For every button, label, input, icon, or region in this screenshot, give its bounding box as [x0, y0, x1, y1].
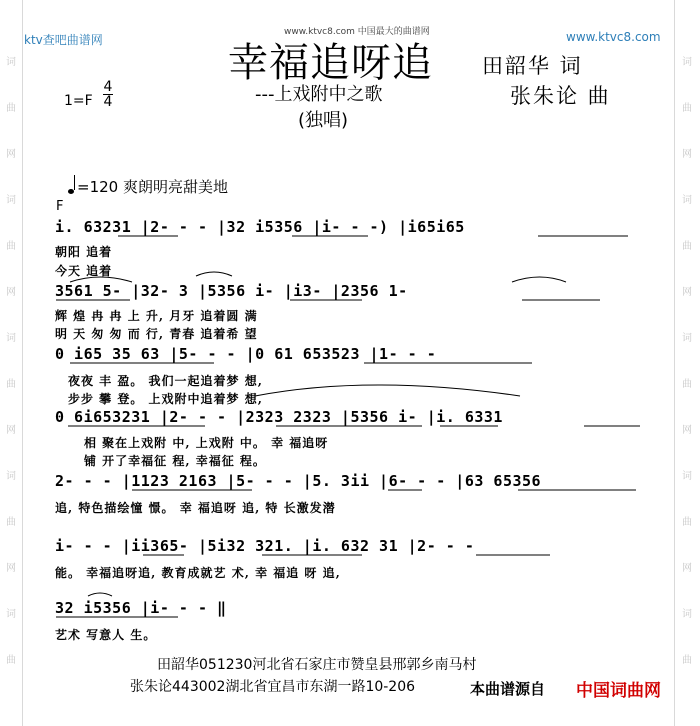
lyricist-credit: 田韶华 词 [482, 54, 583, 78]
side-watermark-char: 曲 [682, 655, 692, 666]
composer-credit: 张朱论 曲 [510, 84, 611, 108]
side-watermark-char: 曲 [682, 103, 692, 114]
side-watermark-char: 网 [682, 425, 692, 436]
score-line-4-lyric-2: 铺 开了幸福征 程, 幸福征 程。 [84, 454, 266, 468]
side-watermark-char: 网 [682, 563, 692, 574]
side-watermark-char: 网 [6, 563, 16, 574]
side-watermark-char: 曲 [682, 517, 692, 528]
side-watermark-char: 曲 [6, 517, 16, 528]
performance-type: (独唱) [298, 110, 349, 131]
score-line-2-notes: 3561 5- |32- 3 |5356 i- |i3- |2356 1- [55, 282, 408, 300]
score-line-7-lyric-1: 艺术 写意人 生。 [55, 628, 157, 642]
side-watermark-char: 词 [682, 195, 692, 206]
time-signature-bottom: 4 [103, 94, 113, 110]
side-watermark-char: 网 [6, 425, 16, 436]
side-watermark-char: 词 [682, 333, 692, 344]
score-line-3-lyric-2: 步步 攀 登。 上戏附中追着梦 想, [68, 392, 263, 406]
song-subtitle: ---上戏附中之歌 [255, 84, 383, 105]
side-watermark-char: 曲 [6, 655, 16, 666]
score-line-5-lyric-1: 追, 特色描绘憧 憬。 幸 福追呀 追, 特 长激发潜 [55, 501, 336, 515]
tempo-text: =120 爽朗明亮甜美地 [77, 178, 228, 196]
side-watermark-char: 曲 [6, 379, 16, 390]
side-watermark-char: 网 [682, 149, 692, 160]
score-line-6-notes: i- - - |ii365- |5i32 321. |i. 632 31 |2- - - [55, 537, 475, 555]
watermark-site-right: www.ktvc8.com [566, 30, 661, 44]
score-line-3-lyric-1: 夜夜 丰 盈。 我们一起追着梦 想, [68, 374, 263, 388]
source-label: 本曲谱源自 [470, 680, 546, 698]
side-watermark-char: 词 [6, 333, 16, 344]
side-watermark-char: 词 [682, 57, 692, 68]
time-signature-top: 4 [103, 79, 113, 95]
side-watermark-char: 词 [6, 609, 16, 620]
footer-lyricist-address: 田韶华051230河北省石家庄市赞皇县邢郭乡南马村 [157, 657, 477, 673]
watermark-site-top: www.ktvc8.com 中国最大的曲谱网 [284, 27, 430, 37]
footer-composer-address: 张朱论443002湖北省宜昌市东湖一路10-206 [130, 679, 416, 695]
side-watermark-char: 曲 [682, 379, 692, 390]
score-line-1-notes: i. 63231 |2- - - |32 i5356 |i- - -) |i65i65 [55, 218, 465, 236]
score-line-5-notes: 2- - - |1123 2163 |5- - - |5. 3ii |6- - - |63 65356 [55, 472, 542, 490]
key-signature: 1=F [64, 93, 93, 109]
score-line-6-lyric-1: 能。 幸福追呀追, 教育成就艺 术, 幸 福追 呀 追, [55, 566, 341, 580]
side-watermark-char: 词 [682, 471, 692, 482]
score-line-3-notes: 0 i65 35 63 |5- - - |0 61 653523 |1- - - [55, 345, 437, 363]
source-site-logo: 中国词曲网 [576, 681, 661, 701]
score-line-4-lyric-1: 相 聚在上戏附 中, 上戏附 中。 幸 福追呀 [84, 436, 329, 450]
score-line-1-lyric-1: 朝阳 追着 [55, 245, 113, 259]
song-title: 幸福追呀追 [228, 40, 433, 86]
side-watermark-char: 网 [6, 149, 16, 160]
dynamic-mark: F [56, 199, 64, 214]
side-watermark-char: 曲 [6, 241, 16, 252]
side-watermark-char: 词 [6, 57, 16, 68]
side-watermark-char: 词 [6, 195, 16, 206]
score-line-2-lyric-1: 辉 煌 冉 冉 上 升, 月牙 追着圆 满 [55, 309, 258, 323]
side-watermark-char: 曲 [682, 241, 692, 252]
score-line-4-notes: 0 6i653231 |2- - - |2323 2323 |5356 i- |i. 6331 [55, 408, 503, 426]
side-watermark-char: 词 [6, 471, 16, 482]
score-line-2-lyric-2: 明 天 匆 匆 而 行, 青春 追着希 望 [55, 327, 258, 341]
side-watermark-char: 网 [682, 287, 692, 298]
side-watermark-char: 曲 [6, 103, 16, 114]
side-watermark-char: 词 [682, 609, 692, 620]
score-line-7-notes: 32 i5356 |i- - - ‖ [55, 599, 227, 617]
watermark-site-left: ktv查吧曲谱网 [24, 33, 103, 47]
score-line-1-lyric-2: 今天 追着 [55, 264, 113, 278]
side-watermark-char: 网 [6, 287, 16, 298]
